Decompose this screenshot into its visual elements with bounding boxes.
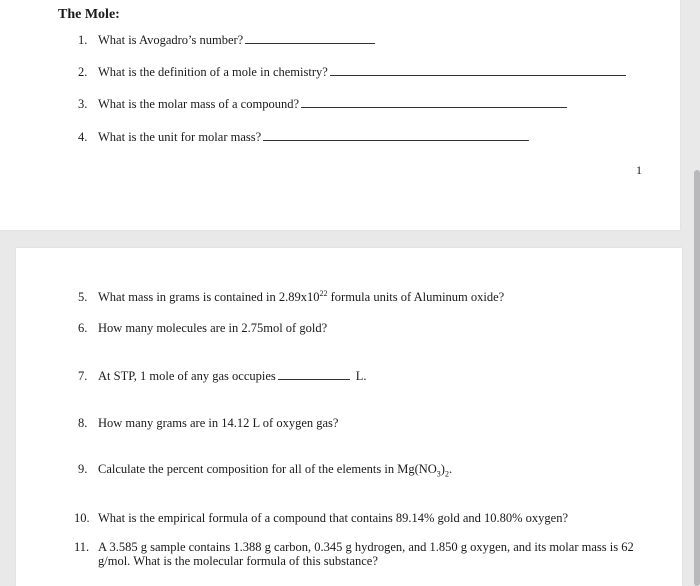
answer-blank xyxy=(263,139,529,141)
question-number: 8. xyxy=(78,416,88,430)
worksheet-page-1 xyxy=(0,0,680,230)
question-4 xyxy=(78,130,529,145)
question-number: 11. xyxy=(74,540,90,554)
question-text: How many molecules are in 2.75mol of gold? xyxy=(98,321,328,335)
question-text: What mass in grams is contained in 2.89x10 xyxy=(98,290,320,305)
question-6 xyxy=(78,321,327,336)
paren: ) xyxy=(440,462,445,476)
question-number: 9. xyxy=(78,462,88,476)
question-number: 5. xyxy=(78,290,88,305)
question-3 xyxy=(78,97,567,112)
question-text: How many grams are in 14.12 L of oxygen gas? xyxy=(98,416,339,430)
question-number: 6. xyxy=(78,321,88,335)
question-text: What is the molar mass of a compound? xyxy=(98,97,299,111)
question-10 xyxy=(74,511,568,526)
question-number: 10. xyxy=(74,511,90,525)
scrollbar[interactable] xyxy=(694,170,700,586)
question-1 xyxy=(78,33,375,48)
question-11 xyxy=(74,540,644,568)
answer-blank xyxy=(330,74,626,76)
worksheet-title: The Mole: xyxy=(58,7,120,22)
question-9 xyxy=(78,462,452,479)
question-text: What is the definition of a mole in chemistry? xyxy=(98,65,328,79)
question-text: What is the empirical formula of a compound that contains 89.14% gold and 10.80% oxygen? xyxy=(98,511,569,525)
question-text: At STP, 1 mole of any gas occupies xyxy=(98,369,276,383)
question-text: A 3.585 g sample contains 1.388 g carbon, 0.345 g hydrogen, and 1.850 g oxygen, and its molar mass is 62 g/mol. What is the molecular formula of this substance? xyxy=(98,540,634,568)
question-text-end: formula units of Aluminum oxide? xyxy=(327,290,505,305)
page-number: 1 xyxy=(636,163,642,177)
question-number: 1. xyxy=(78,33,88,47)
question-7 xyxy=(78,369,367,384)
answer-blank xyxy=(278,378,350,380)
answer-blank xyxy=(301,106,567,108)
question-number: 3. xyxy=(78,97,88,111)
subscript: 3 xyxy=(436,469,441,479)
exponent: 22 xyxy=(319,289,328,298)
question-text: What is the unit for molar mass? xyxy=(98,130,262,144)
question-number: 2. xyxy=(78,65,88,79)
question-8 xyxy=(78,416,338,431)
question-number: 4. xyxy=(78,130,88,144)
question-text: What is Avogadro’s number? xyxy=(98,33,244,47)
question-text: Calculate the percent composition for all of the elements in Mg(NO xyxy=(98,462,437,476)
question-2 xyxy=(78,65,626,80)
unit-label: L. xyxy=(355,369,367,383)
answer-blank xyxy=(245,42,375,44)
period: . xyxy=(448,462,453,476)
question-5 xyxy=(78,289,504,305)
subscript: 2 xyxy=(444,469,449,479)
question-number: 7. xyxy=(78,369,88,383)
worksheet-page-2 xyxy=(16,248,682,586)
